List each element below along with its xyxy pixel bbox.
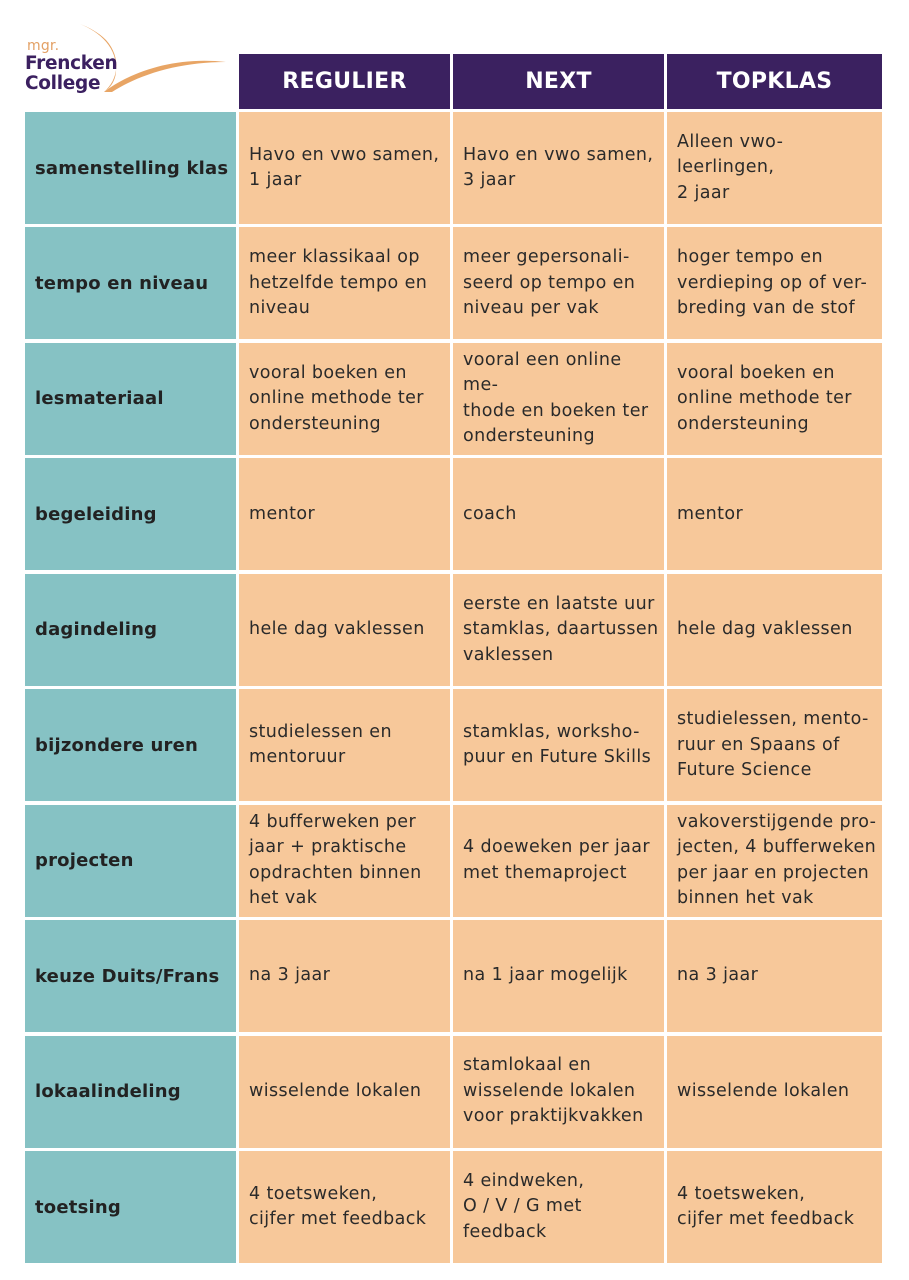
table-cell-topklas: wisselende lokalen: [667, 1036, 882, 1148]
school-logo: [0, 0, 235, 110]
column-header-regulier: REGULIER: [239, 54, 450, 109]
table-cell-topklas: na 3 jaar: [667, 920, 882, 1032]
table-cell-regulier: wisselende lokalen: [239, 1036, 450, 1148]
row-label: lesmateriaal: [25, 343, 236, 455]
table-cell-regulier: 4 bufferweken per jaar + praktische opdrachten binnen het vak: [239, 805, 450, 917]
row-label: dagindeling: [25, 574, 236, 686]
table-cell-regulier: na 3 jaar: [239, 920, 450, 1032]
table-cell-regulier: 4 toetsweken, cijfer met feedback: [239, 1151, 450, 1263]
table-cell-next: meer gepersonali- seerd op tempo en niveau per vak: [453, 227, 664, 339]
row-label: lokaalindeling: [25, 1036, 236, 1148]
logo-prefix: mgr.: [27, 38, 60, 54]
table-cell-regulier: mentor: [239, 458, 450, 570]
table-cell-next: coach: [453, 458, 664, 570]
column-header-next: NEXT: [453, 54, 664, 109]
table-cell-next: 4 eindweken, O / V / G met feedback: [453, 1151, 664, 1263]
table-cell-topklas: Alleen vwo-leerlingen, 2 jaar: [667, 112, 882, 224]
row-label: bijzondere uren: [25, 689, 236, 801]
logo-line1: Frencken: [25, 53, 118, 74]
table-cell-topklas: vakoverstijgende pro- jecten, 4 bufferweken per jaar en projecten binnen het vak: [667, 805, 882, 917]
logo-line2: College: [25, 73, 101, 94]
row-label: projecten: [25, 805, 236, 917]
table-cell-next: na 1 jaar mogelijk: [453, 920, 664, 1032]
table-cell-regulier: vooral boeken en online methode ter ondersteuning: [239, 343, 450, 455]
table-cell-topklas: studielessen, mento- ruur en Spaans of Future Science: [667, 689, 882, 801]
table-cell-regulier: studielessen en mentoruur: [239, 689, 450, 801]
table-cell-topklas: hele dag vaklessen: [667, 574, 882, 686]
table-cell-next: 4 doeweken per jaar met themaproject: [453, 805, 664, 917]
table-cell-regulier: meer klassikaal op hetzelfde tempo en niveau: [239, 227, 450, 339]
table-cell-topklas: vooral boeken en online methode ter ondersteuning: [667, 343, 882, 455]
table-cell-next: stamlokaal en wisselende lokalen voor praktijkvakken: [453, 1036, 664, 1148]
row-label: samenstelling klas: [25, 112, 236, 224]
table-cell-next: Havo en vwo samen, 3 jaar: [453, 112, 664, 224]
table-cell-regulier: Havo en vwo samen, 1 jaar: [239, 112, 450, 224]
table-cell-regulier: hele dag vaklessen: [239, 574, 450, 686]
table-cell-next: vooral een online me- thode en boeken ter ondersteuning: [453, 343, 664, 455]
row-label: toetsing: [25, 1151, 236, 1263]
table-cell-topklas: mentor: [667, 458, 882, 570]
row-label: keuze Duits/Frans: [25, 920, 236, 1032]
row-label: tempo en niveau: [25, 227, 236, 339]
table-cell-topklas: 4 toetsweken, cijfer met feedback: [667, 1151, 882, 1263]
table-cell-next: stamklas, worksho- puur en Future Skills: [453, 689, 664, 801]
column-header-topklas: TOPKLAS: [667, 54, 882, 109]
table-cell-next: eerste en laatste uur stamklas, daartussen vaklessen: [453, 574, 664, 686]
table-cell-topklas: hoger tempo en verdieping op of ver- breding van de stof: [667, 227, 882, 339]
row-label: begeleiding: [25, 458, 236, 570]
